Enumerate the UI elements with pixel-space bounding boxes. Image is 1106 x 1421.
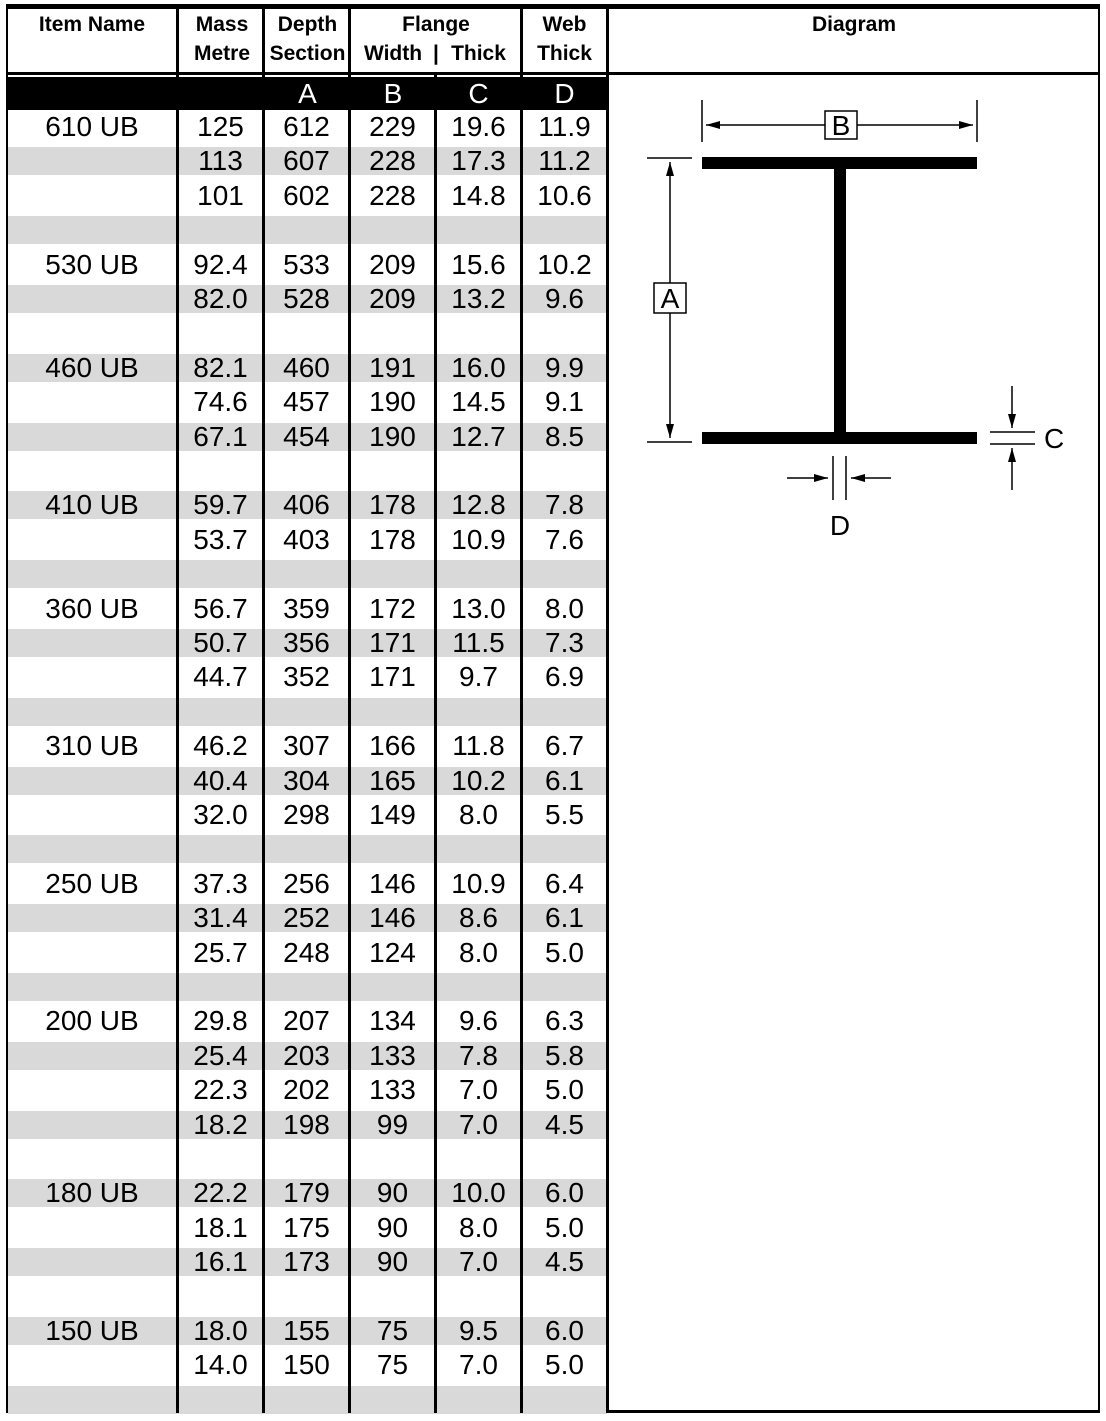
cell-name: 610 UB [45, 111, 139, 142]
cell-depth: 602 [283, 179, 330, 211]
cell-mass [179, 557, 262, 591]
letter-c: C [468, 78, 489, 109]
cell-name [8, 1383, 176, 1417]
header-depth-line1: Depth [277, 13, 338, 36]
cell-width [351, 454, 434, 488]
cell-name [8, 936, 176, 970]
cell-wthick: 4.5 [545, 1108, 584, 1140]
cell-wthick: 6.0 [545, 1177, 584, 1209]
cell-wthick: 10.6 [537, 179, 592, 211]
header-mass-line2: Metre [193, 42, 251, 65]
cell-width: 75 [376, 1349, 409, 1381]
cell-width: 90 [376, 1246, 409, 1278]
cell-depth: 352 [283, 661, 330, 693]
cell-depth [265, 557, 348, 591]
cell-name: 410 UB [45, 489, 139, 521]
cell-width: 172 [369, 592, 416, 624]
cell-depth [265, 832, 348, 866]
header-depth-line2: Section [269, 42, 346, 65]
cell-mass [179, 970, 262, 1004]
cell-mass [179, 454, 262, 488]
cell-depth: 202 [283, 1074, 330, 1106]
cell-depth: 298 [283, 799, 330, 830]
cell-name [8, 144, 176, 178]
cell-mass: 67.1 [193, 420, 248, 452]
cell-name: 180 UB [45, 1177, 139, 1209]
cell-name [8, 1280, 176, 1314]
cell-depth: 359 [283, 592, 330, 624]
cell-width [351, 557, 434, 591]
cell-wthick [523, 316, 606, 350]
cell-width: 209 [369, 283, 416, 314]
bottom-flange [702, 432, 977, 444]
header-web-line1: Web [542, 13, 587, 36]
cell-depth [265, 213, 348, 247]
cell-fthick: 9.5 [459, 1315, 498, 1346]
header-flange: Flange [402, 13, 470, 36]
cell-width [351, 1383, 434, 1417]
cell-name: 460 UB [45, 351, 139, 383]
cell-fthick: 8.0 [459, 936, 498, 968]
cell-mass: 32.0 [193, 799, 248, 830]
cell-mass [179, 316, 262, 350]
cell-fthick: 8.6 [459, 902, 498, 934]
cell-mass: 74.6 [193, 386, 248, 418]
cell-depth: 207 [283, 1005, 330, 1037]
cell-width: 133 [369, 1074, 416, 1106]
cell-name [8, 523, 176, 557]
cell-name [8, 316, 176, 350]
cell-wthick: 10.2 [537, 248, 592, 280]
cell-fthick: 10.9 [451, 523, 506, 555]
cell-depth: 203 [283, 1039, 330, 1071]
cell-depth: 252 [283, 902, 330, 934]
cell-mass [179, 1383, 262, 1417]
a-label: A [660, 283, 680, 314]
cell-fthick [437, 316, 520, 350]
cell-fthick: 7.8 [459, 1039, 498, 1071]
cell-name [8, 1142, 176, 1176]
cell-depth: 406 [283, 489, 330, 521]
cell-wthick: 9.6 [545, 283, 584, 314]
cell-depth: 198 [283, 1108, 330, 1140]
cell-name [8, 695, 176, 729]
cell-width: 228 [369, 179, 416, 211]
cell-name [8, 179, 176, 213]
cell-name [8, 1211, 176, 1245]
cell-fthick [437, 832, 520, 866]
cell-fthick: 8.0 [459, 799, 498, 830]
cell-wthick: 9.1 [545, 386, 584, 418]
cell-wthick: 7.6 [545, 523, 584, 555]
cell-name [8, 1245, 176, 1279]
cell-wthick: 9.9 [545, 351, 584, 383]
c-arrow-down-icon [1008, 414, 1016, 428]
cell-width [351, 1142, 434, 1176]
cell-mass [179, 832, 262, 866]
cell-name [8, 626, 176, 660]
cell-depth: 607 [283, 145, 330, 177]
cell-name [8, 970, 176, 1004]
cell-wthick: 8.0 [545, 592, 584, 624]
c-label: C [1044, 423, 1065, 454]
cell-fthick: 11.5 [452, 627, 505, 658]
cell-depth [265, 316, 348, 350]
cell-wthick [523, 832, 606, 866]
column-divider [348, 9, 351, 1413]
cell-name [8, 1108, 176, 1142]
cell-name [8, 1039, 176, 1073]
cell-wthick: 5.5 [545, 799, 584, 830]
letter-b: B [383, 78, 403, 109]
cell-width: 190 [369, 420, 416, 452]
cell-fthick: 14.5 [451, 386, 506, 418]
cell-name: 310 UB [45, 730, 139, 762]
cell-wthick: 7.8 [545, 489, 584, 521]
cell-mass: 46.2 [193, 730, 248, 762]
cell-depth: 256 [283, 867, 330, 899]
cell-width: 124 [369, 936, 416, 968]
column-divider [176, 9, 179, 1413]
d-arrow-left-icon [851, 474, 865, 482]
cell-depth: 457 [283, 386, 330, 418]
cell-width: 99 [376, 1108, 409, 1140]
cell-width: 171 [369, 627, 416, 658]
cell-depth: 175 [283, 1211, 330, 1243]
cell-name [8, 420, 176, 454]
cell-mass: 82.0 [193, 283, 248, 314]
b-arrow-right-icon [959, 121, 973, 129]
cell-depth [265, 1142, 348, 1176]
cell-depth [265, 1280, 348, 1314]
cell-name [8, 454, 176, 488]
header-web [522, 10, 607, 68]
cell-fthick: 8.0 [459, 1211, 498, 1243]
column-divider [262, 9, 265, 1413]
cell-width: 166 [369, 730, 416, 762]
cell-wthick [523, 695, 606, 729]
beam-diagram [620, 80, 1090, 550]
cell-fthick: 12.8 [451, 489, 506, 521]
cell-name [8, 282, 176, 316]
cell-wthick: 11.9 [538, 111, 591, 142]
cell-wthick: 5.8 [545, 1039, 584, 1071]
header-flange-thick: Thick [451, 42, 506, 65]
cell-width: 178 [369, 523, 416, 555]
cell-wthick: 6.3 [545, 1005, 584, 1037]
cell-depth: 612 [283, 111, 330, 142]
cell-mass: 53.7 [193, 523, 248, 555]
cell-mass: 50.7 [193, 627, 248, 658]
cell-depth [265, 454, 348, 488]
cell-fthick: 16.0 [451, 351, 506, 383]
cell-width: 133 [369, 1039, 416, 1071]
cell-width [351, 1280, 434, 1314]
cell-width: 90 [376, 1211, 409, 1243]
cell-fthick [437, 695, 520, 729]
cell-mass [179, 1142, 262, 1176]
cell-fthick [437, 1383, 520, 1417]
cell-name [8, 1073, 176, 1107]
cell-width: 146 [369, 902, 416, 934]
c-arrow-up-icon [1008, 448, 1016, 462]
cell-width: 229 [369, 111, 416, 142]
cell-depth: 150 [283, 1349, 330, 1381]
cell-name [8, 798, 176, 832]
cell-wthick: 6.4 [545, 867, 584, 899]
web [834, 169, 846, 432]
letter-d: D [554, 78, 575, 109]
cell-width: 146 [369, 867, 416, 899]
cell-fthick: 13.0 [451, 592, 506, 624]
cell-fthick: 7.0 [459, 1108, 498, 1140]
cell-depth: 248 [283, 936, 330, 968]
cell-name [8, 213, 176, 247]
cell-name: 360 UB [45, 592, 139, 624]
header-mass [180, 10, 264, 68]
cell-fthick: 10.9 [451, 867, 506, 899]
cell-width: 149 [369, 799, 416, 830]
cell-name [8, 1348, 176, 1382]
a-arrow-down-icon [666, 424, 674, 438]
cell-mass: 56.7 [193, 592, 248, 624]
b-label: B [831, 110, 851, 141]
cell-fthick: 10.2 [451, 764, 506, 796]
cell-wthick: 5.0 [545, 1349, 584, 1381]
cell-depth: 179 [283, 1177, 330, 1209]
header-divider [8, 72, 1098, 75]
cell-depth: 528 [283, 283, 330, 314]
cell-mass: 22.3 [193, 1074, 248, 1106]
cell-width: 190 [369, 386, 416, 418]
cell-mass: 40.4 [193, 764, 248, 796]
cell-mass: 25.4 [193, 1039, 248, 1071]
cell-fthick: 17.3 [451, 145, 506, 177]
cell-mass [179, 695, 262, 729]
top-flange [702, 157, 977, 169]
cell-name [8, 832, 176, 866]
cell-wthick: 5.0 [545, 936, 584, 968]
cell-wthick [523, 557, 606, 591]
cell-mass: 18.2 [193, 1108, 248, 1140]
column-divider [520, 9, 523, 1413]
cell-width: 228 [369, 145, 416, 177]
cell-mass: 101 [197, 179, 244, 211]
cell-width: 134 [369, 1005, 416, 1037]
cell-mass: 113 [198, 145, 243, 177]
cell-depth [265, 970, 348, 1004]
cell-fthick [437, 1142, 520, 1176]
cell-wthick: 4.5 [545, 1246, 584, 1278]
cell-mass: 18.0 [193, 1315, 248, 1346]
cell-name: 250 UB [45, 867, 139, 899]
cell-name: 200 UB [45, 1005, 139, 1037]
header-diagram: Diagram [811, 13, 897, 36]
cell-depth: 533 [283, 248, 330, 280]
header-flange-separator: | [433, 42, 439, 65]
cell-depth: 173 [283, 1246, 330, 1278]
cell-depth: 307 [283, 730, 330, 762]
cell-wthick: 6.1 [545, 902, 584, 934]
cell-name: 530 UB [45, 248, 139, 280]
cell-depth: 403 [283, 523, 330, 555]
header-web-line2: Thick [537, 42, 592, 65]
cell-name [8, 764, 176, 798]
cell-width [351, 970, 434, 1004]
cell-wthick: 5.0 [545, 1211, 584, 1243]
cell-mass: 59.7 [193, 489, 248, 521]
cell-mass: 37.3 [193, 867, 248, 899]
cell-wthick: 6.1 [545, 764, 584, 796]
cell-mass: 92.4 [193, 248, 248, 280]
cell-depth: 304 [283, 764, 330, 796]
cell-mass: 29.8 [193, 1005, 248, 1037]
cell-mass: 125 [197, 111, 244, 142]
cell-mass: 31.4 [193, 902, 248, 934]
cell-depth [265, 1383, 348, 1417]
cell-fthick [437, 1280, 520, 1314]
cell-fthick: 11.8 [452, 730, 505, 762]
letter-a: A [298, 78, 317, 109]
cell-width: 178 [369, 489, 416, 521]
cell-fthick: 12.7 [451, 420, 506, 452]
cell-wthick [523, 1383, 606, 1417]
cell-fthick [437, 557, 520, 591]
cell-wthick: 11.2 [538, 145, 591, 177]
header-depth [265, 10, 350, 68]
a-arrow-up-icon [666, 162, 674, 176]
cell-wthick [523, 454, 606, 488]
cell-fthick: 13.2 [451, 283, 506, 314]
cell-wthick [523, 1280, 606, 1314]
cell-fthick: 7.0 [459, 1349, 498, 1381]
cell-fthick: 19.6 [451, 111, 506, 142]
cell-name [8, 901, 176, 935]
b-arrow-left-icon [706, 121, 720, 129]
cell-name: 150 UB [45, 1315, 139, 1346]
cell-fthick: 7.0 [459, 1246, 498, 1278]
column-divider [606, 9, 609, 1413]
cell-width [351, 316, 434, 350]
cell-mass: 18.1 [193, 1211, 248, 1243]
cell-mass [179, 213, 262, 247]
cell-fthick [437, 970, 520, 1004]
cell-width: 171 [369, 661, 416, 693]
cell-name [8, 660, 176, 694]
column-divider [434, 75, 437, 1413]
cell-fthick [437, 454, 520, 488]
header-item-name: Item Name [38, 13, 146, 36]
cell-width: 191 [369, 351, 416, 383]
cell-fthick: 15.6 [451, 248, 506, 280]
cell-wthick: 7.3 [545, 627, 584, 658]
cell-wthick: 6.7 [545, 730, 584, 762]
header-mass-line1: Mass [195, 13, 249, 36]
cell-fthick: 10.0 [451, 1177, 506, 1209]
cell-width: 209 [369, 248, 416, 280]
cell-wthick [523, 1142, 606, 1176]
cell-depth: 155 [283, 1315, 330, 1346]
cell-name [8, 557, 176, 591]
cell-mass: 44.7 [193, 661, 248, 693]
cell-mass: 16.1 [193, 1246, 248, 1278]
cell-mass: 82.1 [193, 351, 248, 383]
cell-width: 90 [376, 1177, 409, 1209]
cell-fthick: 9.6 [459, 1005, 498, 1037]
cell-wthick: 6.9 [545, 661, 584, 693]
cell-width [351, 695, 434, 729]
cell-width [351, 213, 434, 247]
cell-fthick: 9.7 [459, 661, 498, 693]
cell-wthick: 6.0 [545, 1315, 584, 1346]
cell-fthick: 7.0 [459, 1074, 498, 1106]
d-arrow-right-icon [814, 474, 828, 482]
header-flange-width: Width [363, 42, 423, 65]
cell-depth: 460 [283, 351, 330, 383]
cell-width: 165 [369, 764, 416, 796]
cell-wthick [523, 970, 606, 1004]
cell-depth [265, 695, 348, 729]
cell-wthick: 8.5 [545, 420, 584, 452]
cell-mass: 14.0 [193, 1349, 248, 1381]
cell-wthick: 5.0 [545, 1074, 584, 1106]
cell-depth: 454 [283, 420, 330, 452]
cell-mass: 25.7 [193, 936, 248, 968]
cell-wthick [523, 213, 606, 247]
cell-name [8, 385, 176, 419]
cell-fthick [437, 213, 520, 247]
cell-mass [179, 1280, 262, 1314]
cell-fthick: 14.8 [451, 179, 506, 211]
cell-width [351, 832, 434, 866]
cell-mass: 22.2 [193, 1177, 248, 1209]
cell-width: 75 [376, 1315, 409, 1346]
d-label: D [829, 510, 851, 541]
cell-depth: 356 [283, 627, 330, 658]
